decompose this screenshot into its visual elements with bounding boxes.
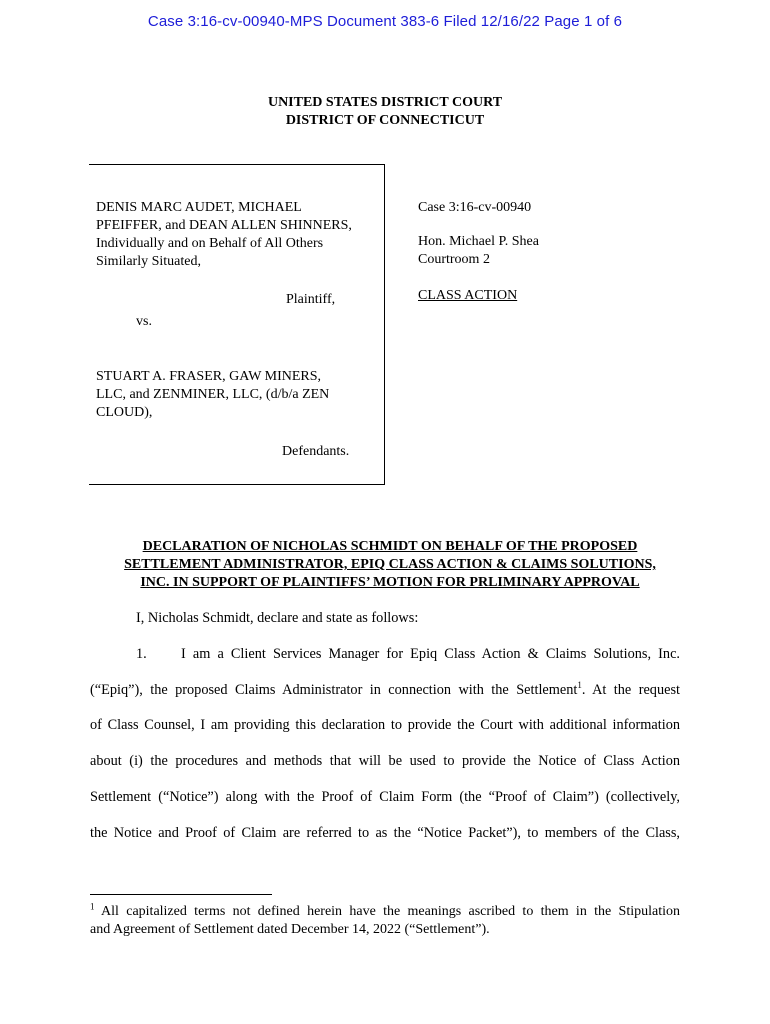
paragraph-line: I am a Client Services Manager for Epiq Class Action & Claims Solutions, Inc. <box>181 646 680 662</box>
court-heading <box>0 94 770 130</box>
footnote-number: 1 <box>90 901 95 912</box>
court-district: DISTRICT OF CONNECTICUT <box>285 113 485 128</box>
paragraph-line: of Class Counsel, I am providing this declaration to provide the Court with additional information <box>90 717 680 733</box>
courtroom: Courtroom 2 <box>418 252 490 267</box>
declaration-title: DECLARATION OF NICHOLAS SCHMIDT ON BEHALF OF THE PROPOSED SETTLEMENT ADMINISTRATOR, EPIQ CLASS ACTION & CLAIMS SOLUTIONS, INC. IN SUPPORT OF PLAINTIFFS’ MOTION FOR PRLIMINARY APPROVAL <box>124 539 656 590</box>
judge-name: Hon. Michael P. Shea <box>418 234 539 249</box>
versus-label: vs. <box>136 314 152 329</box>
intro-statement: I, Nicholas Schmidt, declare and state as follows: <box>136 610 419 626</box>
ecf-header: Case 3:16-cv-00940-MPS Document 383-6 Filed 12/16/22 Page 1 of 6 <box>147 13 623 30</box>
court-name: UNITED STATES DISTRICT COURT <box>267 95 503 110</box>
paragraph-number: 1. <box>136 646 147 662</box>
paragraph-line: Settlement (“Notice”) along with the Proof of Claim Form (the “Proof of Claim”) (collectively, <box>90 789 680 805</box>
paragraph-line: about (i) the procedures and methods that will be used to provide the Notice of Class Action <box>90 753 680 769</box>
paragraph-line: the Notice and Proof of Claim are referred to as the “Notice Packet”), to members of the Class, <box>90 825 680 841</box>
footnote: $^1$ All capitalized terms not defined herein have the meanings ascribed to them in the Stipulation and Agreement of Settlement dated December 14, 2022 (“Settlement”). <box>90 901 680 937</box>
plaintiff-role: Plaintiff, <box>286 292 336 307</box>
footnote-ref: 1 <box>577 680 582 691</box>
paragraph-line: (“Epiq”), the proposed Claims Administrator in connection with the Settlement$^1$. At the request <box>90 680 680 698</box>
class-action-label: CLASS ACTION <box>418 288 518 303</box>
case-number: Case 3:16-cv-00940 <box>418 200 532 215</box>
defendant-role: Defendants. <box>282 444 350 459</box>
defendants-names: STUART A. FRASER, GAW MINERS, LLC, and ZENMINER, LLC, (d/b/a ZEN CLOUD), <box>96 369 330 420</box>
footnote-divider <box>90 894 272 895</box>
plaintiffs-names: DENIS MARC AUDET, MICHAEL PFEIFFER, and DEAN ALLEN SHINNERS, Individually and on Behalf of All Others Similarly Situated, <box>96 200 352 269</box>
